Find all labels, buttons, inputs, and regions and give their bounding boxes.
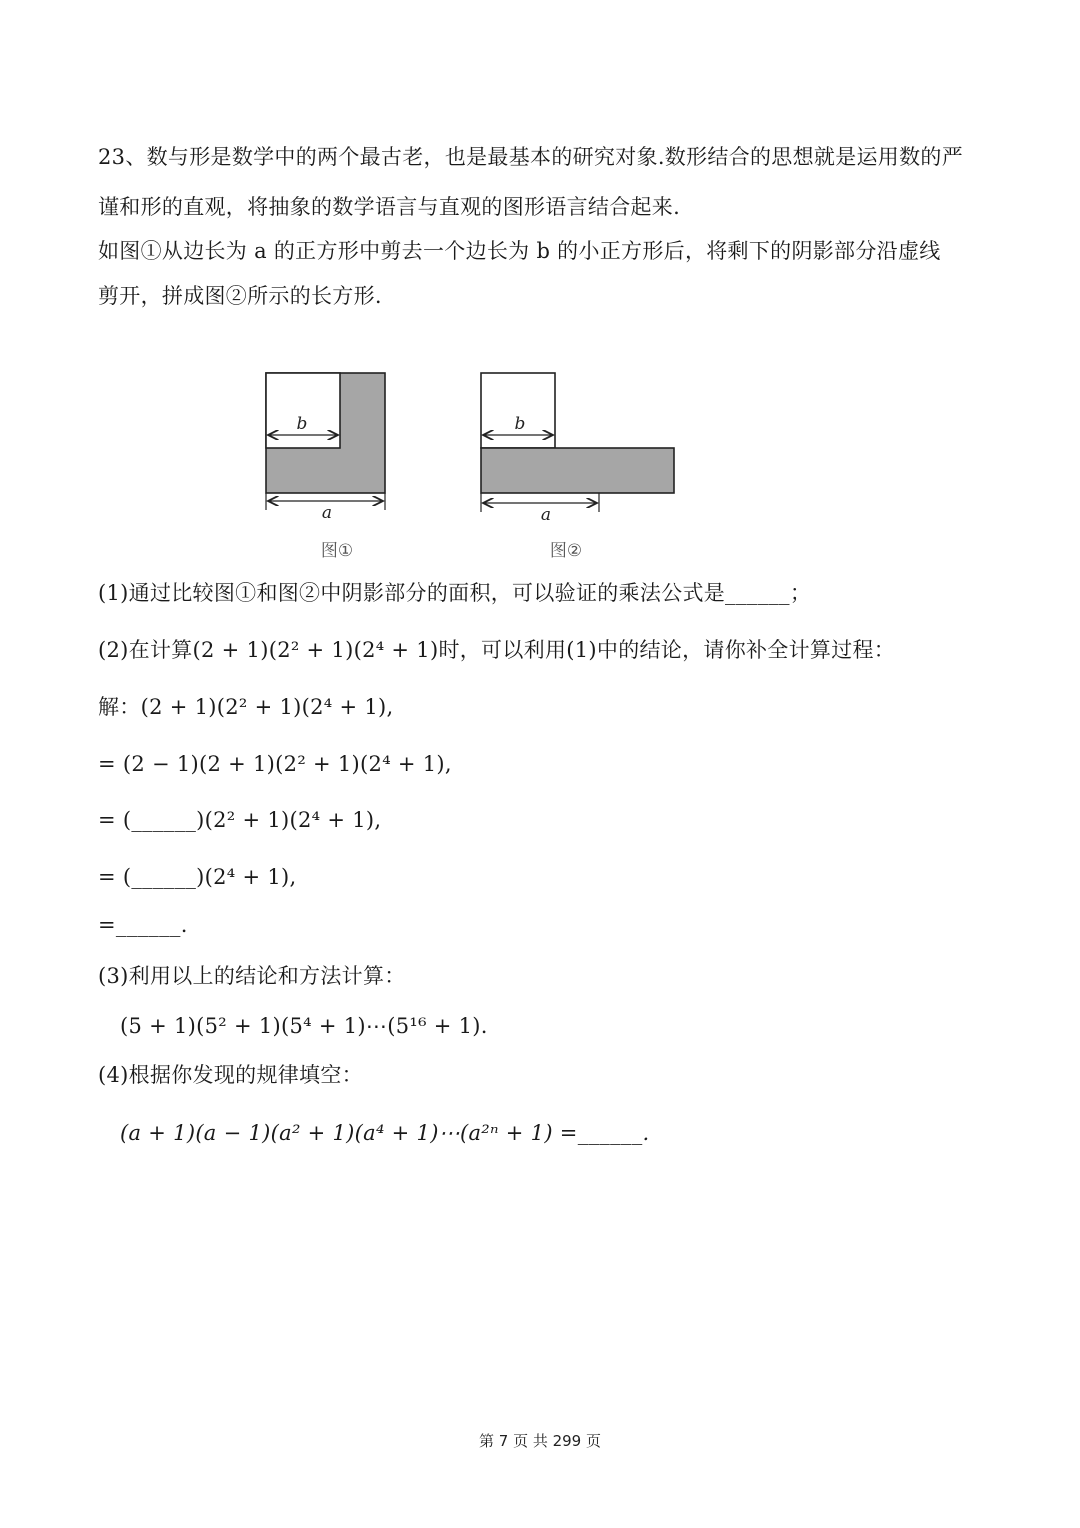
fig1-a-label: a bbox=[321, 503, 333, 523]
fig2-small-square bbox=[481, 373, 555, 448]
question-intro-line-4: 剪开，拼成图②所示的长方形. bbox=[98, 284, 382, 308]
fig2-a-label: a bbox=[540, 505, 552, 525]
fig2-b-label: b bbox=[514, 414, 526, 434]
fig1-small-square bbox=[266, 373, 340, 448]
figure-2-rectangle bbox=[481, 373, 674, 561]
fig1-shaded-l-shape-top bbox=[340, 373, 385, 448]
question-intro-line-1: 23、数与形是数学中的两个最古老，也是最基本的研究对象.数形结合的思想就是运用数的严 bbox=[98, 145, 963, 169]
part-3-expression: (5 + 1)(5² + 1)(5⁴ + 1)⋯(5¹⁶ + 1). bbox=[120, 1014, 488, 1038]
geometry-figure bbox=[250, 360, 710, 575]
fig2-shaded-rectangle bbox=[481, 448, 674, 493]
fig1-b-label: b bbox=[296, 414, 308, 434]
part-4-expression: (a + 1)(a − 1)(a² + 1)(a⁴ + 1)⋯(a²ⁿ + 1) =______. bbox=[120, 1121, 650, 1145]
fig2-caption: 图② bbox=[549, 541, 583, 561]
question-intro-line-3: 如图①从边长为 a 的正方形中剪去一个边长为 b 的小正方形后，将剩下的阴影部分沿虚线 bbox=[98, 239, 941, 263]
fig1-shaded-l-shape-bottom bbox=[266, 448, 385, 493]
part-4-question: (4)根据你发现的规律填空： bbox=[98, 1063, 363, 1087]
figure-1-square bbox=[266, 373, 385, 561]
solution-step-4: = (______)(2⁴ + 1), bbox=[98, 865, 297, 889]
part-1-question: (1)通过比较图①和图②中阴影部分的面积，可以验证的乘法公式是______； bbox=[98, 581, 812, 605]
part-2-question: (2)在计算(2 + 1)(2² + 1)(2⁴ + 1)时，可以利用(1)中的结论，请你补全计算过程： bbox=[98, 638, 896, 662]
fig1-caption: 图① bbox=[320, 541, 354, 561]
solution-step-5: =______. bbox=[98, 913, 188, 937]
solution-step-3: = (______)(2² + 1)(2⁴ + 1), bbox=[98, 808, 382, 832]
page-footer: 第 7 页 共 299 页 bbox=[478, 1432, 601, 1450]
part-3-question: (3)利用以上的结论和方法计算： bbox=[98, 964, 406, 988]
solution-step-2: = (2 − 1)(2 + 1)(2² + 1)(2⁴ + 1), bbox=[98, 752, 452, 776]
solution-step-1: 解：(2 + 1)(2² + 1)(2⁴ + 1), bbox=[98, 695, 394, 719]
question-intro-line-2: 谨和形的直观，将抽象的数学语言与直观的图形语言结合起来. bbox=[98, 195, 681, 219]
